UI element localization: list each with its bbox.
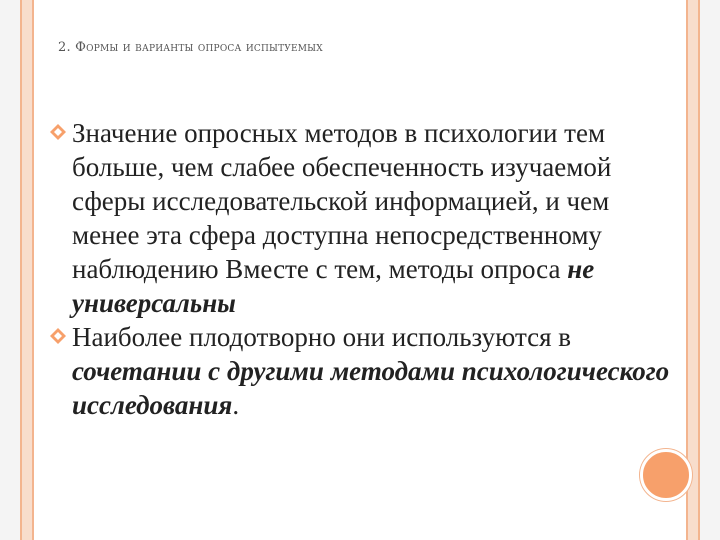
slide-title: 2. Формы и варианты опроса испытуемых [58,40,323,55]
bullet-tail: . [232,390,240,420]
slide-body [50,116,670,422]
bullet-text: Наиболее плодотворно они используются в [72,322,571,352]
diamond-bullet-icon [50,328,66,344]
bullet-emphasis: не универсальны [72,254,595,318]
bullet-emphasis: сочетании с другими методами психологического исследования [72,356,670,420]
bullet-item [50,320,670,422]
bullet-text: Значение опросных методов в психологии тем больше, чем слабее обеспеченность изучаемой сферы исследовательской информацией, и чем менее эта сфера доступна непосредственному наблюдению Вместе с тем, методы опроса [72,118,612,284]
left-frame-bar [20,0,34,540]
right-frame-bar [686,0,700,540]
decorative-circle-icon [640,449,692,501]
diamond-bullet-icon [50,124,66,140]
bullet-item [50,116,670,320]
